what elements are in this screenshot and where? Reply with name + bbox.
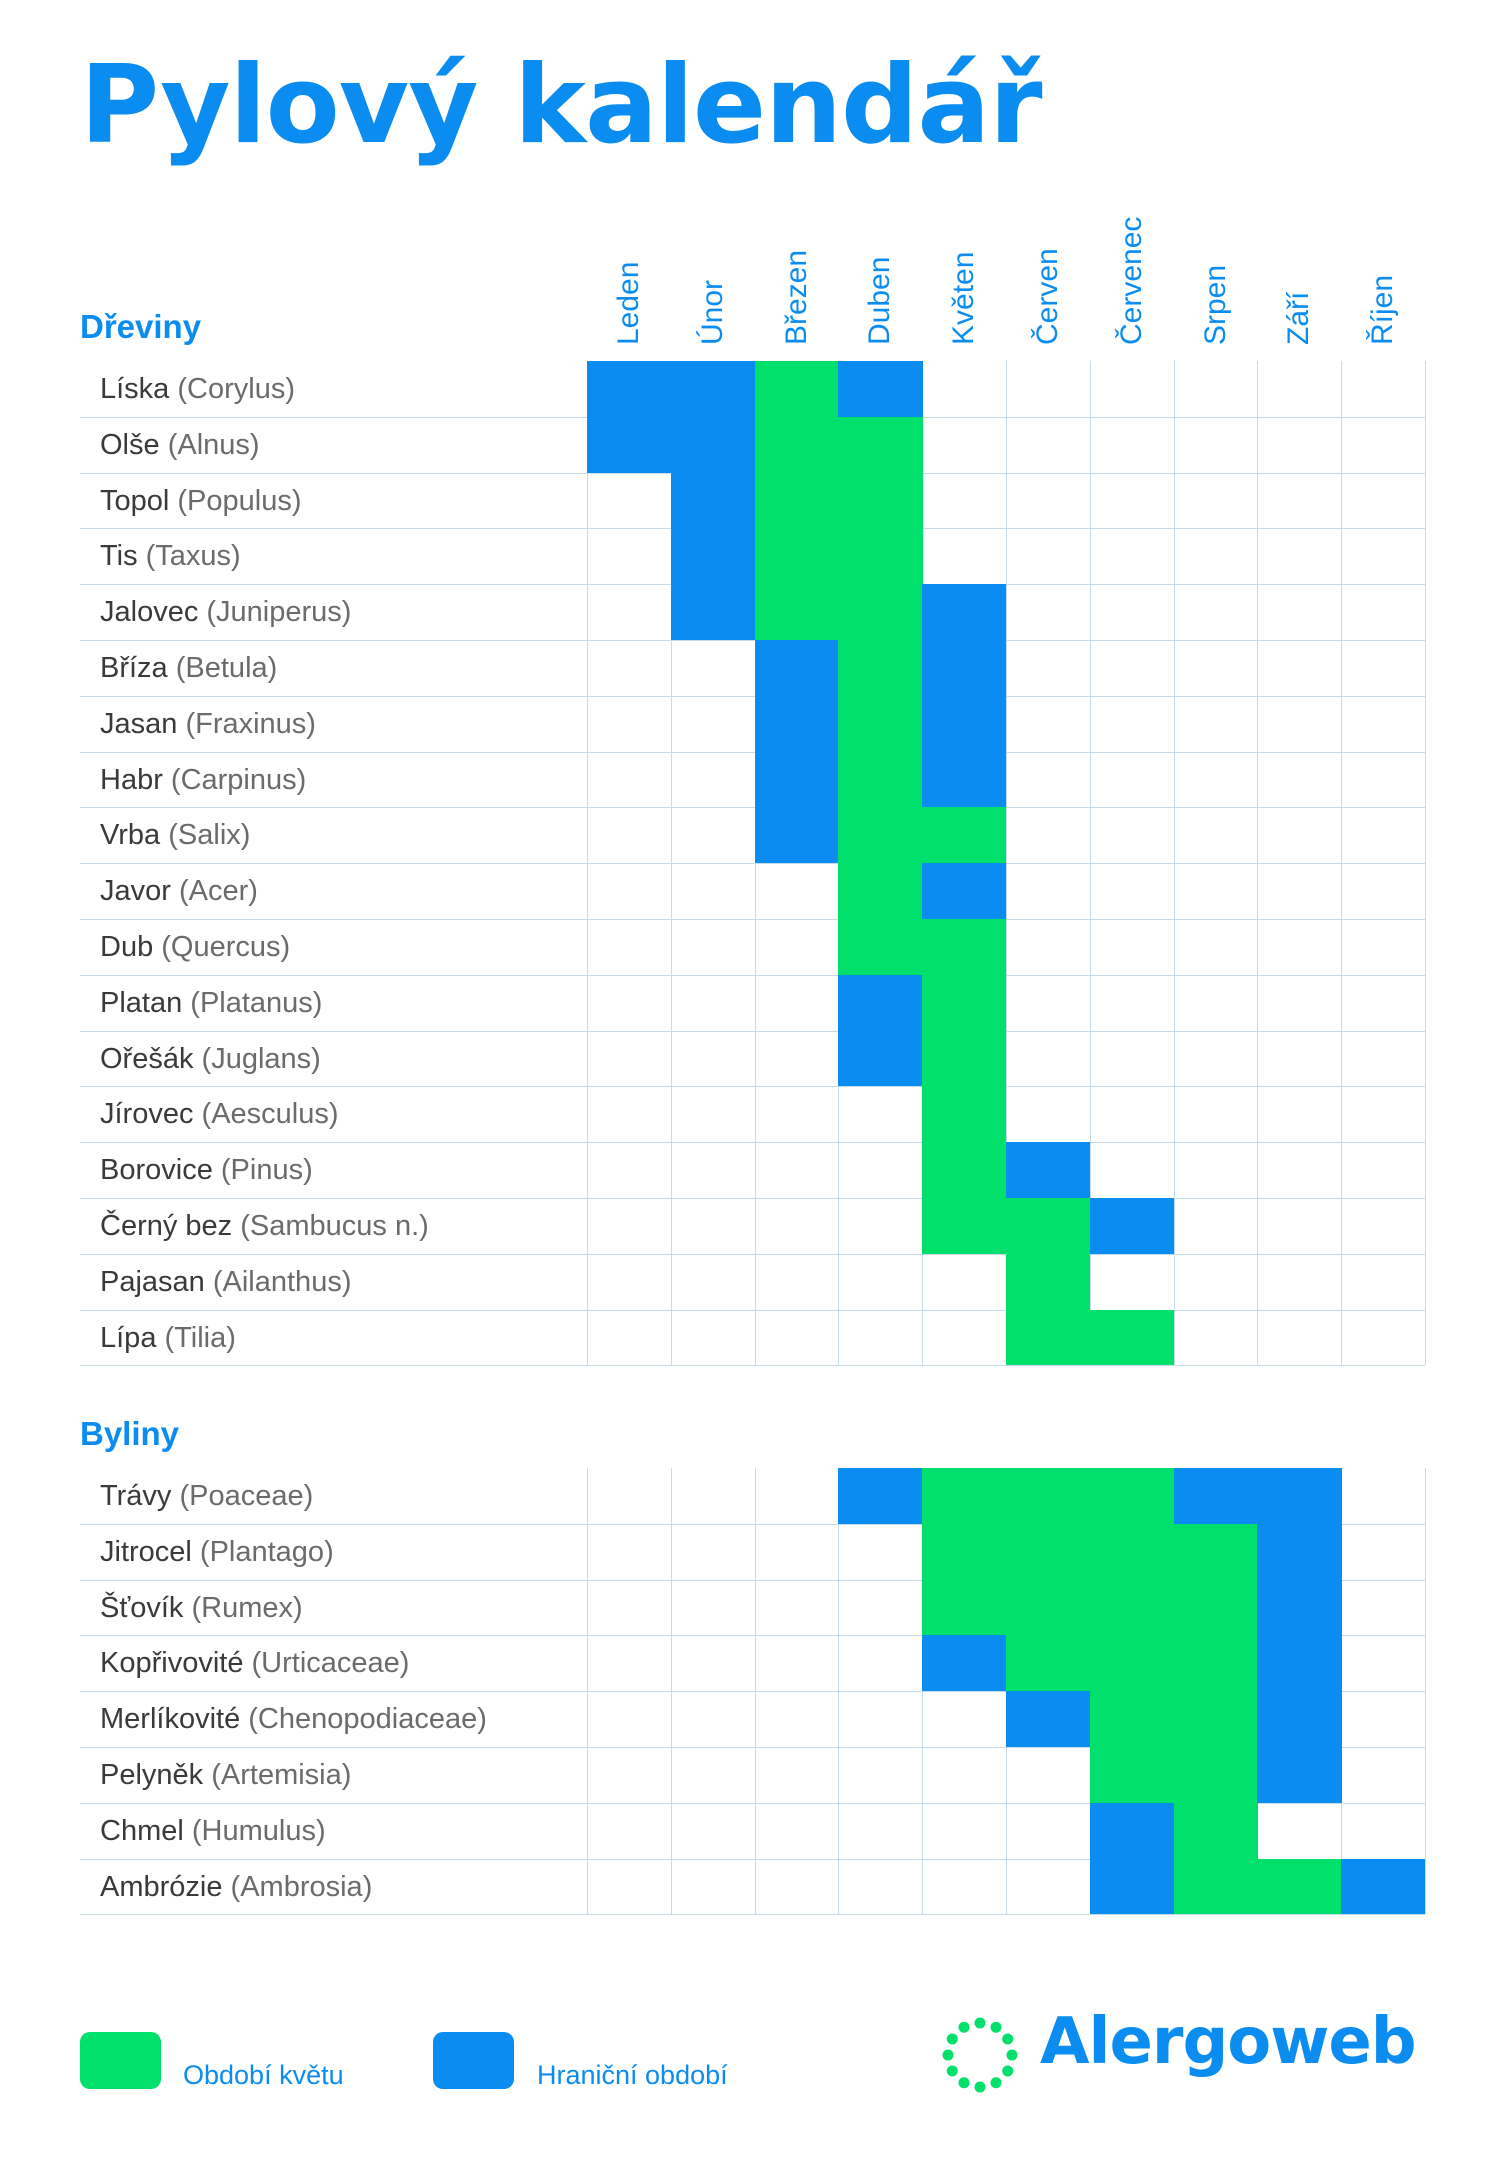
plant-name: Bříza [100, 652, 176, 684]
bloom-cell [1090, 1580, 1174, 1636]
logo-dot [975, 2082, 986, 2093]
border-period-cell [1257, 1524, 1341, 1580]
plant-latin-name: (Quercus) [161, 931, 291, 963]
plant-label [100, 863, 258, 919]
plant-latin-name: (Ambrosia) [230, 1870, 373, 1903]
border-period-cell [1257, 1691, 1341, 1747]
bloom-cell [838, 696, 922, 752]
plant-label [100, 752, 306, 808]
plant-label [100, 528, 241, 584]
plant-label [100, 1635, 409, 1691]
plant-label [100, 1468, 313, 1524]
plant-latin-name: (Juniperus) [206, 596, 352, 629]
border-period-cell [671, 584, 755, 640]
grid-row-line [80, 807, 1425, 808]
border-period-cell [838, 1468, 922, 1524]
bloom-cell [838, 584, 922, 640]
border-period-cell [587, 361, 671, 417]
bloom-cell [922, 1468, 1006, 1524]
border-period-cell [1090, 1859, 1174, 1915]
bloom-cell [1174, 1524, 1258, 1580]
plant-label [100, 1198, 429, 1254]
plant-label [100, 1086, 339, 1142]
grid-row-line [80, 1365, 1425, 1366]
month-header: Únor [695, 279, 729, 345]
bloom-cell [1174, 1803, 1258, 1859]
plant-name: Pelyněk [100, 1759, 212, 1791]
bloom-cell [838, 863, 922, 919]
bloom-cell [1174, 1580, 1258, 1636]
plant-label [100, 473, 302, 529]
plant-label [100, 807, 250, 863]
border-period-cell [838, 361, 922, 417]
alergoweb-logo-icon [935, 2010, 1025, 2100]
grid-row-line [80, 1310, 1425, 1311]
plant-latin-name: (Platanus) [190, 986, 323, 1019]
bloom-cell [922, 975, 1006, 1031]
plant-label [100, 584, 351, 640]
bloom-cell [755, 361, 839, 417]
plant-name: Trávy [100, 1480, 180, 1512]
grid-row-line [80, 1914, 1425, 1915]
plant-name: Merlíkovité [100, 1703, 249, 1736]
bloom-cell [1006, 1254, 1090, 1310]
plant-label [100, 1254, 351, 1310]
border-period-cell [755, 640, 839, 696]
border-period-cell [755, 807, 839, 863]
plant-latin-name: (Acer) [178, 875, 258, 908]
border-period-cell [922, 584, 1006, 640]
bloom-cell [1006, 1310, 1090, 1366]
bloom-cell [922, 1580, 1006, 1636]
plant-name: Jalovec [100, 596, 207, 629]
plant-latin-name: (Plantago) [199, 1535, 334, 1568]
plant-latin-name: (Aesculus) [201, 1098, 339, 1131]
bloom-cell [838, 640, 922, 696]
plant-name: Tis [100, 540, 146, 573]
border-period-cell [922, 696, 1006, 752]
border-period-cell [1006, 1142, 1090, 1198]
legend-border-label: Hraniční období [537, 2060, 728, 2090]
logo-dot [991, 2077, 1002, 2088]
border-period-cell [1174, 1468, 1258, 1524]
bloom-cell [838, 473, 922, 529]
bloom-cell [1090, 1310, 1174, 1366]
border-period-cell [587, 417, 671, 473]
bloom-cell [838, 752, 922, 808]
border-period-cell [922, 752, 1006, 808]
plant-name: Habr [100, 763, 171, 796]
logo-dot [959, 2077, 970, 2088]
plant-label [100, 640, 277, 696]
bloom-cell [922, 807, 1006, 863]
bloom-cell [1257, 1859, 1341, 1915]
plant-latin-name: (Ailanthus) [212, 1265, 352, 1298]
border-period-cell [1257, 1747, 1341, 1803]
bloom-cell [922, 919, 1006, 975]
logo-dot [959, 2022, 970, 2033]
plant-name: Borovice [100, 1154, 221, 1187]
bloom-cell [922, 1524, 1006, 1580]
bloom-cell [838, 528, 922, 584]
plant-label [100, 696, 316, 752]
border-period-cell [1006, 1691, 1090, 1747]
plant-latin-name: (Pinus) [220, 1154, 313, 1187]
legend-bloom-swatch [80, 2032, 161, 2089]
bloom-cell [922, 1198, 1006, 1254]
border-period-cell [838, 975, 922, 1031]
legend-border-swatch [433, 2032, 514, 2089]
plant-label [100, 361, 295, 417]
plant-latin-name: (Chenopodiaceae) [248, 1703, 487, 1736]
plant-latin-name: (Corylus) [177, 373, 295, 405]
plant-name: Jírovec [100, 1098, 202, 1131]
plant-latin-name: (Juglans) [201, 1042, 321, 1075]
bloom-cell [1174, 1747, 1258, 1803]
grid-column-line [1425, 1468, 1426, 1914]
bloom-cell [838, 807, 922, 863]
plant-latin-name: (Poaceae) [179, 1480, 314, 1512]
plant-label [100, 1580, 303, 1636]
border-period-cell [1090, 1198, 1174, 1254]
border-period-cell [671, 473, 755, 529]
bloom-cell [755, 528, 839, 584]
border-period-cell [1257, 1580, 1341, 1636]
logo-dot [943, 2050, 954, 2061]
plant-label [100, 1031, 321, 1087]
plant-latin-name: (Taxus) [145, 540, 241, 573]
plant-label [100, 975, 322, 1031]
brand-logo-text: Alergoweb [1040, 2005, 1416, 2079]
plant-label [100, 1859, 372, 1915]
bloom-cell [922, 1086, 1006, 1142]
bloom-cell [755, 417, 839, 473]
plant-label [100, 1310, 236, 1366]
bloom-cell [1174, 1859, 1258, 1915]
border-period-cell [1341, 1859, 1425, 1915]
month-header: Březen [779, 249, 813, 345]
bloom-cell [755, 584, 839, 640]
plant-name: Platan [100, 986, 191, 1019]
plant-label [100, 1691, 487, 1747]
plant-label [100, 417, 260, 473]
section-title: Byliny [80, 1415, 180, 1452]
logo-dot [1002, 2066, 1013, 2077]
border-period-cell [1090, 1803, 1174, 1859]
plant-name: Líska [100, 373, 178, 405]
plant-label [100, 1142, 313, 1198]
plant-name: Jasan [100, 707, 186, 740]
plant-name: Topol [100, 484, 178, 517]
plant-name: Javor [100, 875, 179, 908]
plant-name: Dub [100, 931, 162, 963]
bloom-cell [1006, 1580, 1090, 1636]
grid-row-line [80, 863, 1425, 864]
plant-latin-name: (Urticaceae) [251, 1647, 410, 1680]
plant-label [100, 1747, 351, 1803]
border-period-cell [1257, 1468, 1341, 1524]
bloom-cell [1006, 1468, 1090, 1524]
grid-column-line [1425, 361, 1426, 1365]
bloom-cell [1090, 1691, 1174, 1747]
month-header: Srpen [1198, 264, 1232, 345]
plant-name: Černý bez [100, 1210, 241, 1242]
plant-name: Ambrózie [100, 1870, 231, 1903]
plant-label [100, 1803, 326, 1859]
month-header: Leden [612, 261, 645, 345]
bloom-cell [1090, 1468, 1174, 1524]
border-period-cell [922, 640, 1006, 696]
plant-name: Ořešák [100, 1042, 202, 1075]
plant-name: Vrba [100, 819, 169, 852]
bloom-cell [1006, 1198, 1090, 1254]
plant-latin-name: (Carpinus) [170, 763, 307, 796]
plant-latin-name: (Humulus) [191, 1814, 326, 1847]
month-header: Červen [1031, 248, 1064, 345]
bloom-cell [1090, 1747, 1174, 1803]
bloom-cell [838, 417, 922, 473]
plant-label [100, 919, 290, 975]
logo-dot [975, 2018, 986, 2029]
bloom-cell [1090, 1524, 1174, 1580]
section-title: Dřeviny [80, 308, 202, 345]
plant-name: Pajasan [100, 1265, 213, 1298]
month-header: Květen [947, 251, 981, 345]
bloom-cell [1174, 1635, 1258, 1691]
border-period-cell [671, 528, 755, 584]
logo-dot [947, 2034, 958, 2045]
plant-latin-name: (Alnus) [167, 428, 260, 461]
bloom-cell [755, 473, 839, 529]
plant-name: Šťovík [100, 1591, 192, 1624]
bloom-cell [922, 1142, 1006, 1198]
bloom-cell [1006, 1524, 1090, 1580]
border-period-cell [755, 696, 839, 752]
plant-label [100, 1524, 334, 1580]
border-period-cell [1257, 1635, 1341, 1691]
bloom-cell [1090, 1635, 1174, 1691]
bloom-cell [922, 1031, 1006, 1087]
grid-row-line [80, 640, 1425, 641]
border-period-cell [671, 361, 755, 417]
plant-name: Chmel [100, 1814, 192, 1847]
plant-latin-name: (Fraxinus) [185, 707, 316, 740]
month-header: Duben [863, 256, 897, 345]
month-header: Září [1282, 291, 1316, 345]
page-title: Pylový kalendář [80, 43, 1042, 168]
plant-latin-name: (Betula) [175, 652, 278, 684]
plant-name: Jitrocel [100, 1535, 200, 1568]
logo-dot [1002, 2034, 1013, 2045]
border-period-cell [671, 417, 755, 473]
plant-latin-name: (Sambucus n.) [240, 1210, 429, 1242]
bloom-cell [838, 919, 922, 975]
month-header: Říjen [1366, 274, 1400, 345]
plant-name: Lípa [100, 1321, 165, 1354]
plant-latin-name: (Artemisia) [211, 1759, 352, 1791]
border-period-cell [838, 1031, 922, 1087]
plant-latin-name: (Populus) [177, 484, 302, 517]
logo-dot [1007, 2050, 1018, 2061]
logo-dot [991, 2022, 1002, 2033]
plant-latin-name: (Salix) [168, 819, 251, 852]
plant-name: Olše [100, 428, 168, 461]
border-period-cell [922, 863, 1006, 919]
border-period-cell [755, 752, 839, 808]
border-period-cell [922, 1635, 1006, 1691]
plant-name: Kopřivovité [100, 1647, 252, 1680]
bloom-cell [1006, 1635, 1090, 1691]
logo-dot [947, 2066, 958, 2077]
month-header: Červenec [1114, 216, 1148, 345]
plant-latin-name: (Tilia) [164, 1321, 236, 1354]
bloom-cell [1174, 1691, 1258, 1747]
legend-bloom-label: Období květu [183, 2060, 344, 2090]
plant-latin-name: (Rumex) [191, 1591, 303, 1624]
